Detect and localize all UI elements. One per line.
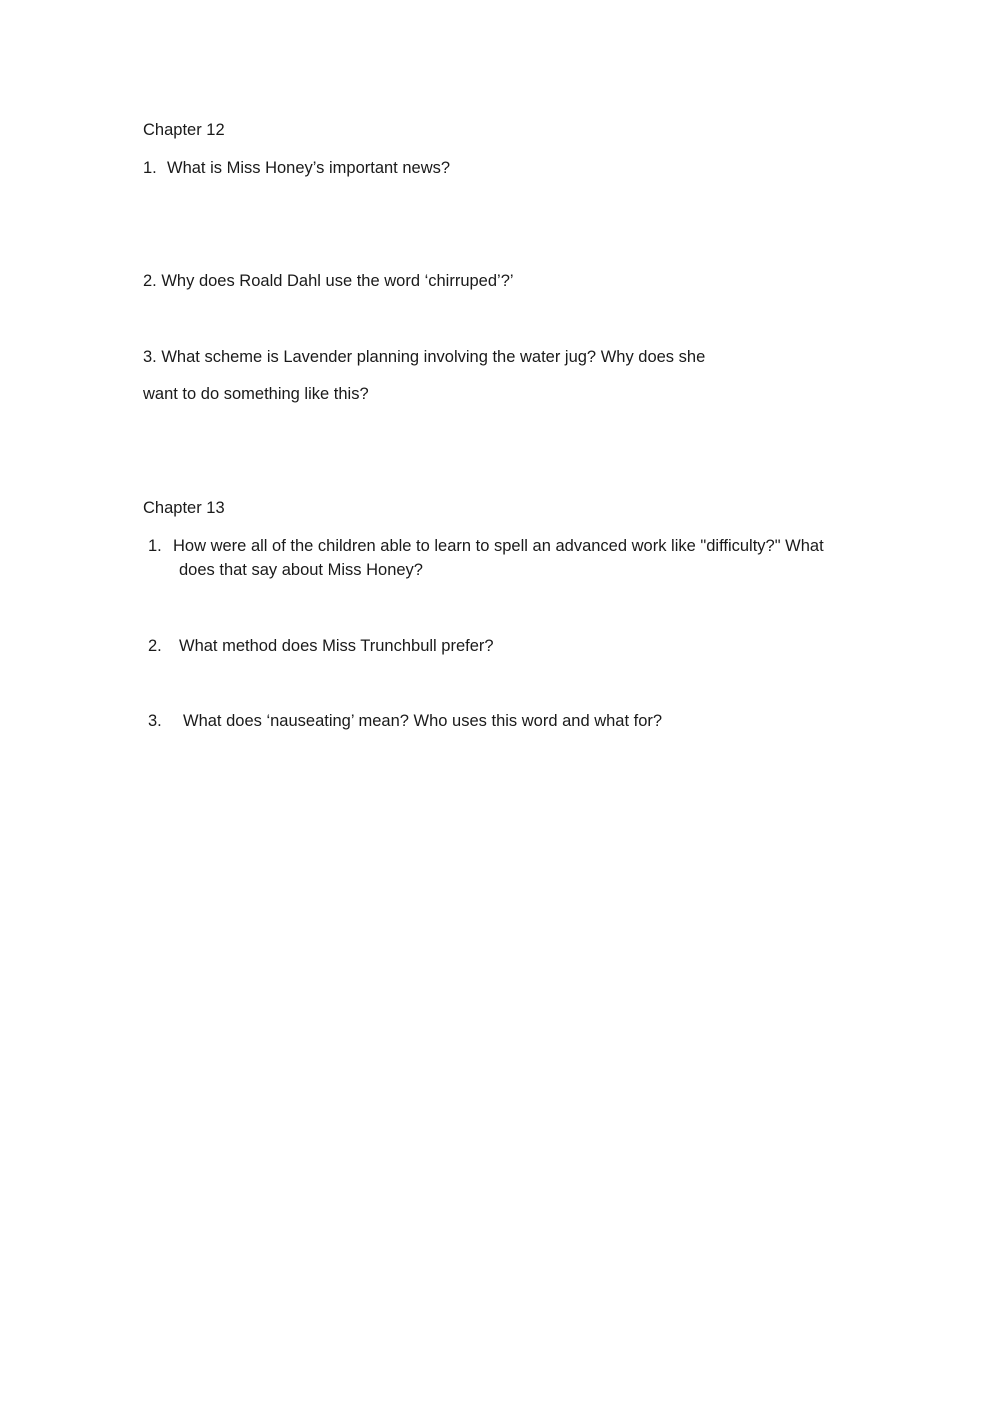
ch13-question-1-line-1 <box>148 534 824 558</box>
question-number: 1. <box>148 537 162 555</box>
ch13-question-1-line-2: does that say about Miss Honey? <box>179 561 423 579</box>
question-number: 1. <box>143 159 157 177</box>
question-text: What does ‘nauseating’ mean? Who uses this word and what for? <box>183 712 663 730</box>
chapter-13-heading: Chapter 13 <box>143 499 225 517</box>
question-text: What scheme is Lavender planning involving the water jug? Why does she <box>161 348 706 366</box>
ch13-question-3 <box>148 709 662 733</box>
question-text: Why does Roald Dahl use the word ‘chirruped’?’ <box>161 272 514 290</box>
question-number: 2. <box>148 637 162 655</box>
chapter-12-heading: Chapter 12 <box>143 121 225 139</box>
question-number: 3. <box>143 348 157 366</box>
question-text: What is Miss Honey’s important news? <box>167 159 451 177</box>
ch13-question-2 <box>148 634 494 658</box>
question-number: 2. <box>143 272 157 290</box>
question-text: How were all of the children able to learn to spell an advanced work like "difficulty?" What <box>173 537 824 555</box>
ch12-question-3-line-2: want to do something like this? <box>143 385 369 403</box>
ch12-question-2 <box>143 269 514 293</box>
ch12-question-3-line-1 <box>143 345 705 369</box>
question-text: What method does Miss Trunchbull prefer? <box>179 637 494 655</box>
ch12-question-1 <box>143 156 450 180</box>
question-number: 3. <box>148 712 162 730</box>
